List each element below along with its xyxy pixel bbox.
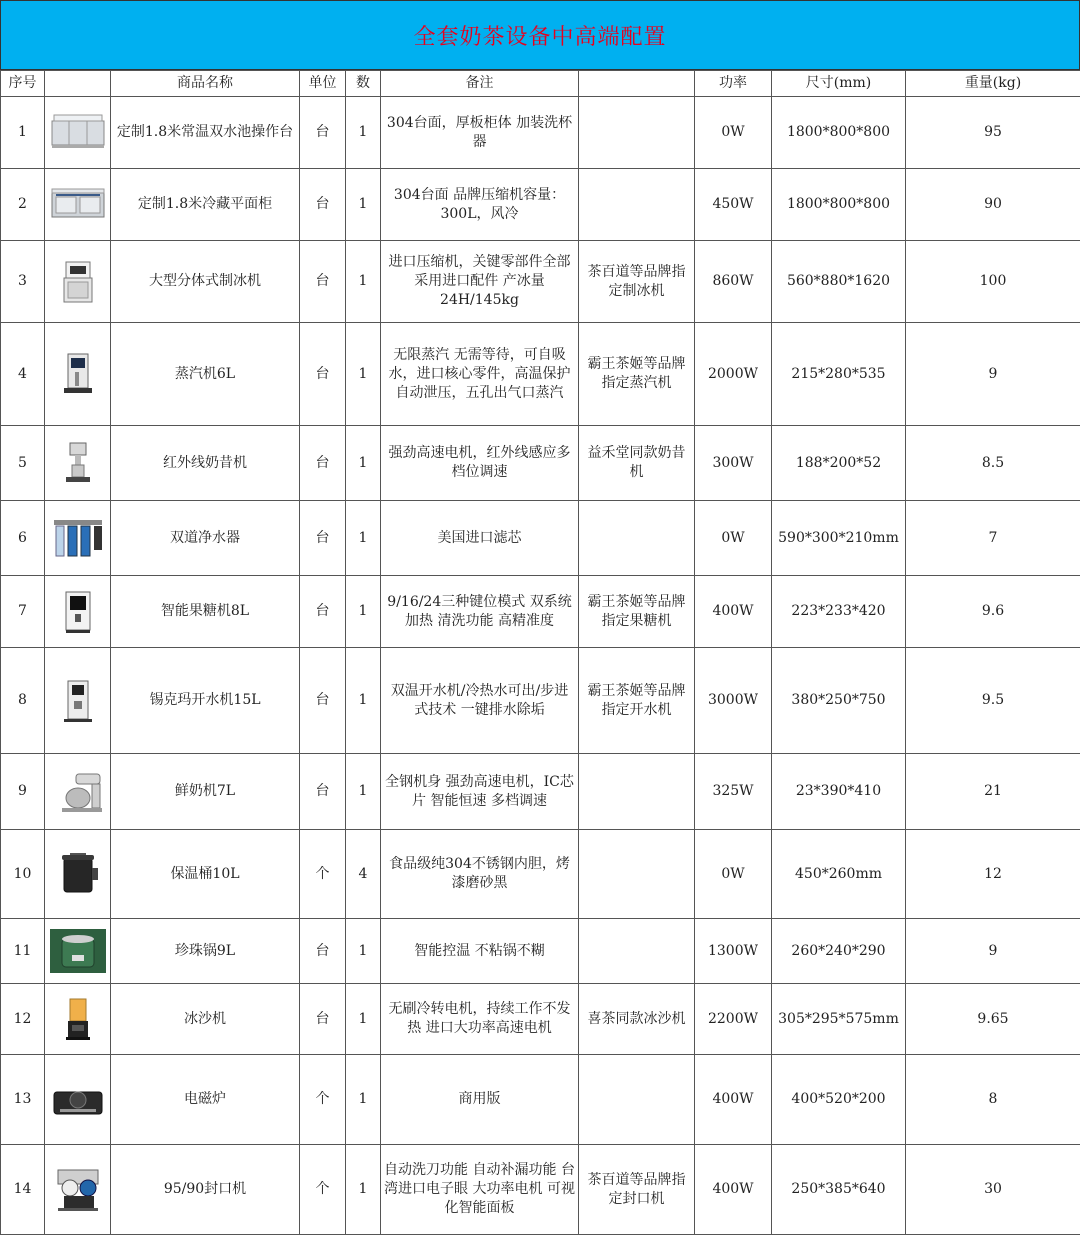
row-index: 13	[1, 1055, 45, 1145]
row-qty: 1	[346, 241, 381, 323]
row-size: 560*880*1620	[772, 241, 906, 323]
row-qty: 1	[346, 919, 381, 984]
table-row	[1, 754, 1080, 830]
row-qty: 1	[346, 97, 381, 169]
row-size: 400*520*200	[772, 1055, 906, 1145]
row-power: 0W	[695, 830, 772, 919]
row-size: 215*280*535	[772, 323, 906, 426]
row-size: 1800*800*800	[772, 97, 906, 169]
table-row	[1, 1145, 1080, 1235]
header-unit: 单位	[300, 71, 346, 97]
row-weight: 95	[906, 97, 1080, 169]
row-power: 3000W	[695, 648, 772, 754]
row-qty: 1	[346, 323, 381, 426]
header-remark: 备注	[381, 71, 579, 97]
row-qty: 1	[346, 754, 381, 830]
row-power: 1300W	[695, 919, 772, 984]
row-brand	[579, 501, 695, 576]
row-weight: 30	[906, 1145, 1080, 1235]
table-row	[1, 1055, 1080, 1145]
row-power: 400W	[695, 1145, 772, 1235]
sheet-title-bar	[0, 0, 1080, 70]
row-image	[45, 1145, 111, 1235]
row-index: 7	[1, 576, 45, 648]
row-unit: 个	[300, 1055, 346, 1145]
row-brand: 茶百道等品牌指定制冰机	[579, 241, 695, 323]
table-row	[1, 169, 1080, 241]
row-weight: 8	[906, 1055, 1080, 1145]
row-remark: 商用版	[381, 1055, 579, 1145]
row-index: 11	[1, 919, 45, 984]
header-size: 尺寸(mm)	[772, 71, 906, 97]
row-name: 大型分体式制冰机	[111, 241, 300, 323]
row-brand	[579, 919, 695, 984]
steamer-icon	[48, 352, 108, 396]
row-brand	[579, 830, 695, 919]
row-power: 0W	[695, 501, 772, 576]
row-qty: 1	[346, 1055, 381, 1145]
row-power: 860W	[695, 241, 772, 323]
row-power: 450W	[695, 169, 772, 241]
row-brand: 益禾堂同款奶昔机	[579, 426, 695, 501]
row-weight: 9.65	[906, 984, 1080, 1055]
row-qty: 1	[346, 984, 381, 1055]
header-index: 序号	[1, 71, 45, 97]
row-unit: 台	[300, 754, 346, 830]
row-index: 3	[1, 241, 45, 323]
row-index: 12	[1, 984, 45, 1055]
table-row	[1, 501, 1080, 576]
row-name: 定制1.8米冷藏平面柜	[111, 169, 300, 241]
row-size: 305*295*575mm	[772, 984, 906, 1055]
row-image	[45, 426, 111, 501]
table-row	[1, 323, 1080, 426]
row-weight: 21	[906, 754, 1080, 830]
pearl-cooker-icon	[48, 929, 108, 973]
water-purifier-icon	[48, 516, 108, 560]
row-qty: 1	[346, 576, 381, 648]
row-size: 250*385*640	[772, 1145, 906, 1235]
sheet-title: 全套奶茶设备中高端配置	[413, 20, 666, 51]
row-qty: 1	[346, 169, 381, 241]
row-name: 鲜奶机7L	[111, 754, 300, 830]
row-brand	[579, 1055, 695, 1145]
row-name: 智能果糖机8L	[111, 576, 300, 648]
row-index: 1	[1, 97, 45, 169]
row-weight: 12	[906, 830, 1080, 919]
row-weight: 7	[906, 501, 1080, 576]
table-row	[1, 576, 1080, 648]
row-weight: 9	[906, 323, 1080, 426]
row-size: 1800*800*800	[772, 169, 906, 241]
row-index: 10	[1, 830, 45, 919]
row-image	[45, 576, 111, 648]
row-remark: 无刷冷转电机，持续工作不发热 进口大功率高速电机	[381, 984, 579, 1055]
table-row	[1, 241, 1080, 323]
row-image	[45, 830, 111, 919]
row-unit: 台	[300, 241, 346, 323]
row-qty: 1	[346, 501, 381, 576]
row-index: 4	[1, 323, 45, 426]
row-name: 定制1.8米常温双水池操作台	[111, 97, 300, 169]
row-brand	[579, 97, 695, 169]
table-row	[1, 830, 1080, 919]
row-index: 14	[1, 1145, 45, 1235]
row-size: 260*240*290	[772, 919, 906, 984]
row-index: 6	[1, 501, 45, 576]
row-unit: 台	[300, 984, 346, 1055]
cup-sealer-icon	[48, 1168, 108, 1212]
row-unit: 台	[300, 169, 346, 241]
row-brand: 茶百道等品牌指定封口机	[579, 1145, 695, 1235]
table-row	[1, 984, 1080, 1055]
table-row	[1, 648, 1080, 754]
row-unit: 个	[300, 830, 346, 919]
row-brand: 霸王茶姬等品牌指定开水机	[579, 648, 695, 754]
row-power: 325W	[695, 754, 772, 830]
row-unit: 个	[300, 1145, 346, 1235]
row-remark: 9/16/24三种键位模式 双系统加热 清洗功能 高精准度	[381, 576, 579, 648]
row-image	[45, 241, 111, 323]
header-weight: 重量(kg)	[906, 71, 1080, 97]
fridge-counter-icon	[48, 183, 108, 227]
row-weight: 100	[906, 241, 1080, 323]
syrup-dispenser-icon	[48, 590, 108, 634]
row-remark: 无限蒸汽 无需等待，可自吸水，进口核心零件，高温保护自动泄压，五孔出气口蒸汽	[381, 323, 579, 426]
row-remark: 自动洗刀功能 自动补漏功能 台湾进口电子眼 大功率电机 可视化智能面板	[381, 1145, 579, 1235]
row-weight: 90	[906, 169, 1080, 241]
header-qty: 数	[346, 71, 381, 97]
header-image	[45, 71, 111, 97]
row-name: 锡克玛开水机15L	[111, 648, 300, 754]
row-brand	[579, 754, 695, 830]
header-name: 商品名称	[111, 71, 300, 97]
row-remark: 美国进口滤芯	[381, 501, 579, 576]
table-row	[1, 97, 1080, 169]
row-size: 450*260mm	[772, 830, 906, 919]
row-weight: 9.6	[906, 576, 1080, 648]
header-row	[1, 71, 1080, 97]
row-brand: 霸王茶姬等品牌指定果糖机	[579, 576, 695, 648]
row-name: 双道净水器	[111, 501, 300, 576]
row-index: 8	[1, 648, 45, 754]
water-boiler-icon	[48, 679, 108, 723]
row-size: 380*250*750	[772, 648, 906, 754]
row-weight: 9	[906, 919, 1080, 984]
row-remark: 强劲高速电机，红外线感应多档位调速	[381, 426, 579, 501]
work-counter-icon	[48, 111, 108, 155]
blender-icon	[48, 997, 108, 1041]
equipment-table	[0, 70, 1080, 1235]
stand-mixer-icon	[48, 770, 108, 814]
induction-cooker-icon	[48, 1078, 108, 1122]
header-brand	[579, 71, 695, 97]
row-image	[45, 501, 111, 576]
milkshake-machine-icon	[48, 441, 108, 485]
row-weight: 8.5	[906, 426, 1080, 501]
row-name: 冰沙机	[111, 984, 300, 1055]
row-name: 保温桶10L	[111, 830, 300, 919]
row-size: 23*390*410	[772, 754, 906, 830]
row-index: 2	[1, 169, 45, 241]
row-remark: 304台面，厚板柜体 加装洗杯器	[381, 97, 579, 169]
row-image	[45, 97, 111, 169]
row-unit: 台	[300, 576, 346, 648]
row-name: 电磁炉	[111, 1055, 300, 1145]
row-image	[45, 169, 111, 241]
row-size: 223*233*420	[772, 576, 906, 648]
row-name: 珍珠锅9L	[111, 919, 300, 984]
row-unit: 台	[300, 323, 346, 426]
insulated-barrel-icon	[48, 852, 108, 896]
table-row	[1, 426, 1080, 501]
row-power: 2000W	[695, 323, 772, 426]
row-qty: 1	[346, 1145, 381, 1235]
row-image	[45, 323, 111, 426]
row-qty: 1	[346, 648, 381, 754]
row-remark: 智能控温 不粘锅不糊	[381, 919, 579, 984]
row-unit: 台	[300, 648, 346, 754]
row-image	[45, 648, 111, 754]
ice-machine-icon	[48, 260, 108, 304]
row-power: 2200W	[695, 984, 772, 1055]
row-power: 400W	[695, 1055, 772, 1145]
row-image	[45, 919, 111, 984]
row-remark: 食品级纯304不锈钢内胆，烤漆磨砂黑	[381, 830, 579, 919]
row-remark: 进口压缩机，关键零部件全部采用进口配件 产冰量24H/145kg	[381, 241, 579, 323]
row-power: 300W	[695, 426, 772, 501]
row-remark: 双温开水机/冷热水可出/步进式技术 一键排水除垢	[381, 648, 579, 754]
row-brand: 喜茶同款冰沙机	[579, 984, 695, 1055]
row-unit: 台	[300, 97, 346, 169]
table-row	[1, 919, 1080, 984]
row-index: 9	[1, 754, 45, 830]
row-remark: 304台面 品牌压缩机容量：300L，风冷	[381, 169, 579, 241]
row-weight: 9.5	[906, 648, 1080, 754]
row-image	[45, 1055, 111, 1145]
row-brand	[579, 169, 695, 241]
row-image	[45, 984, 111, 1055]
row-qty: 4	[346, 830, 381, 919]
row-unit: 台	[300, 426, 346, 501]
row-name: 95/90封口机	[111, 1145, 300, 1235]
row-name: 红外线奶昔机	[111, 426, 300, 501]
row-unit: 台	[300, 501, 346, 576]
row-size: 188*200*52	[772, 426, 906, 501]
row-index: 5	[1, 426, 45, 501]
row-image	[45, 754, 111, 830]
row-power: 400W	[695, 576, 772, 648]
header-power: 功率	[695, 71, 772, 97]
row-brand: 霸王茶姬等品牌指定蒸汽机	[579, 323, 695, 426]
row-remark: 全钢机身 强劲高速电机，IC芯片 智能恒速 多档调速	[381, 754, 579, 830]
row-name: 蒸汽机6L	[111, 323, 300, 426]
row-unit: 台	[300, 919, 346, 984]
row-power: 0W	[695, 97, 772, 169]
row-qty: 1	[346, 426, 381, 501]
row-size: 590*300*210mm	[772, 501, 906, 576]
